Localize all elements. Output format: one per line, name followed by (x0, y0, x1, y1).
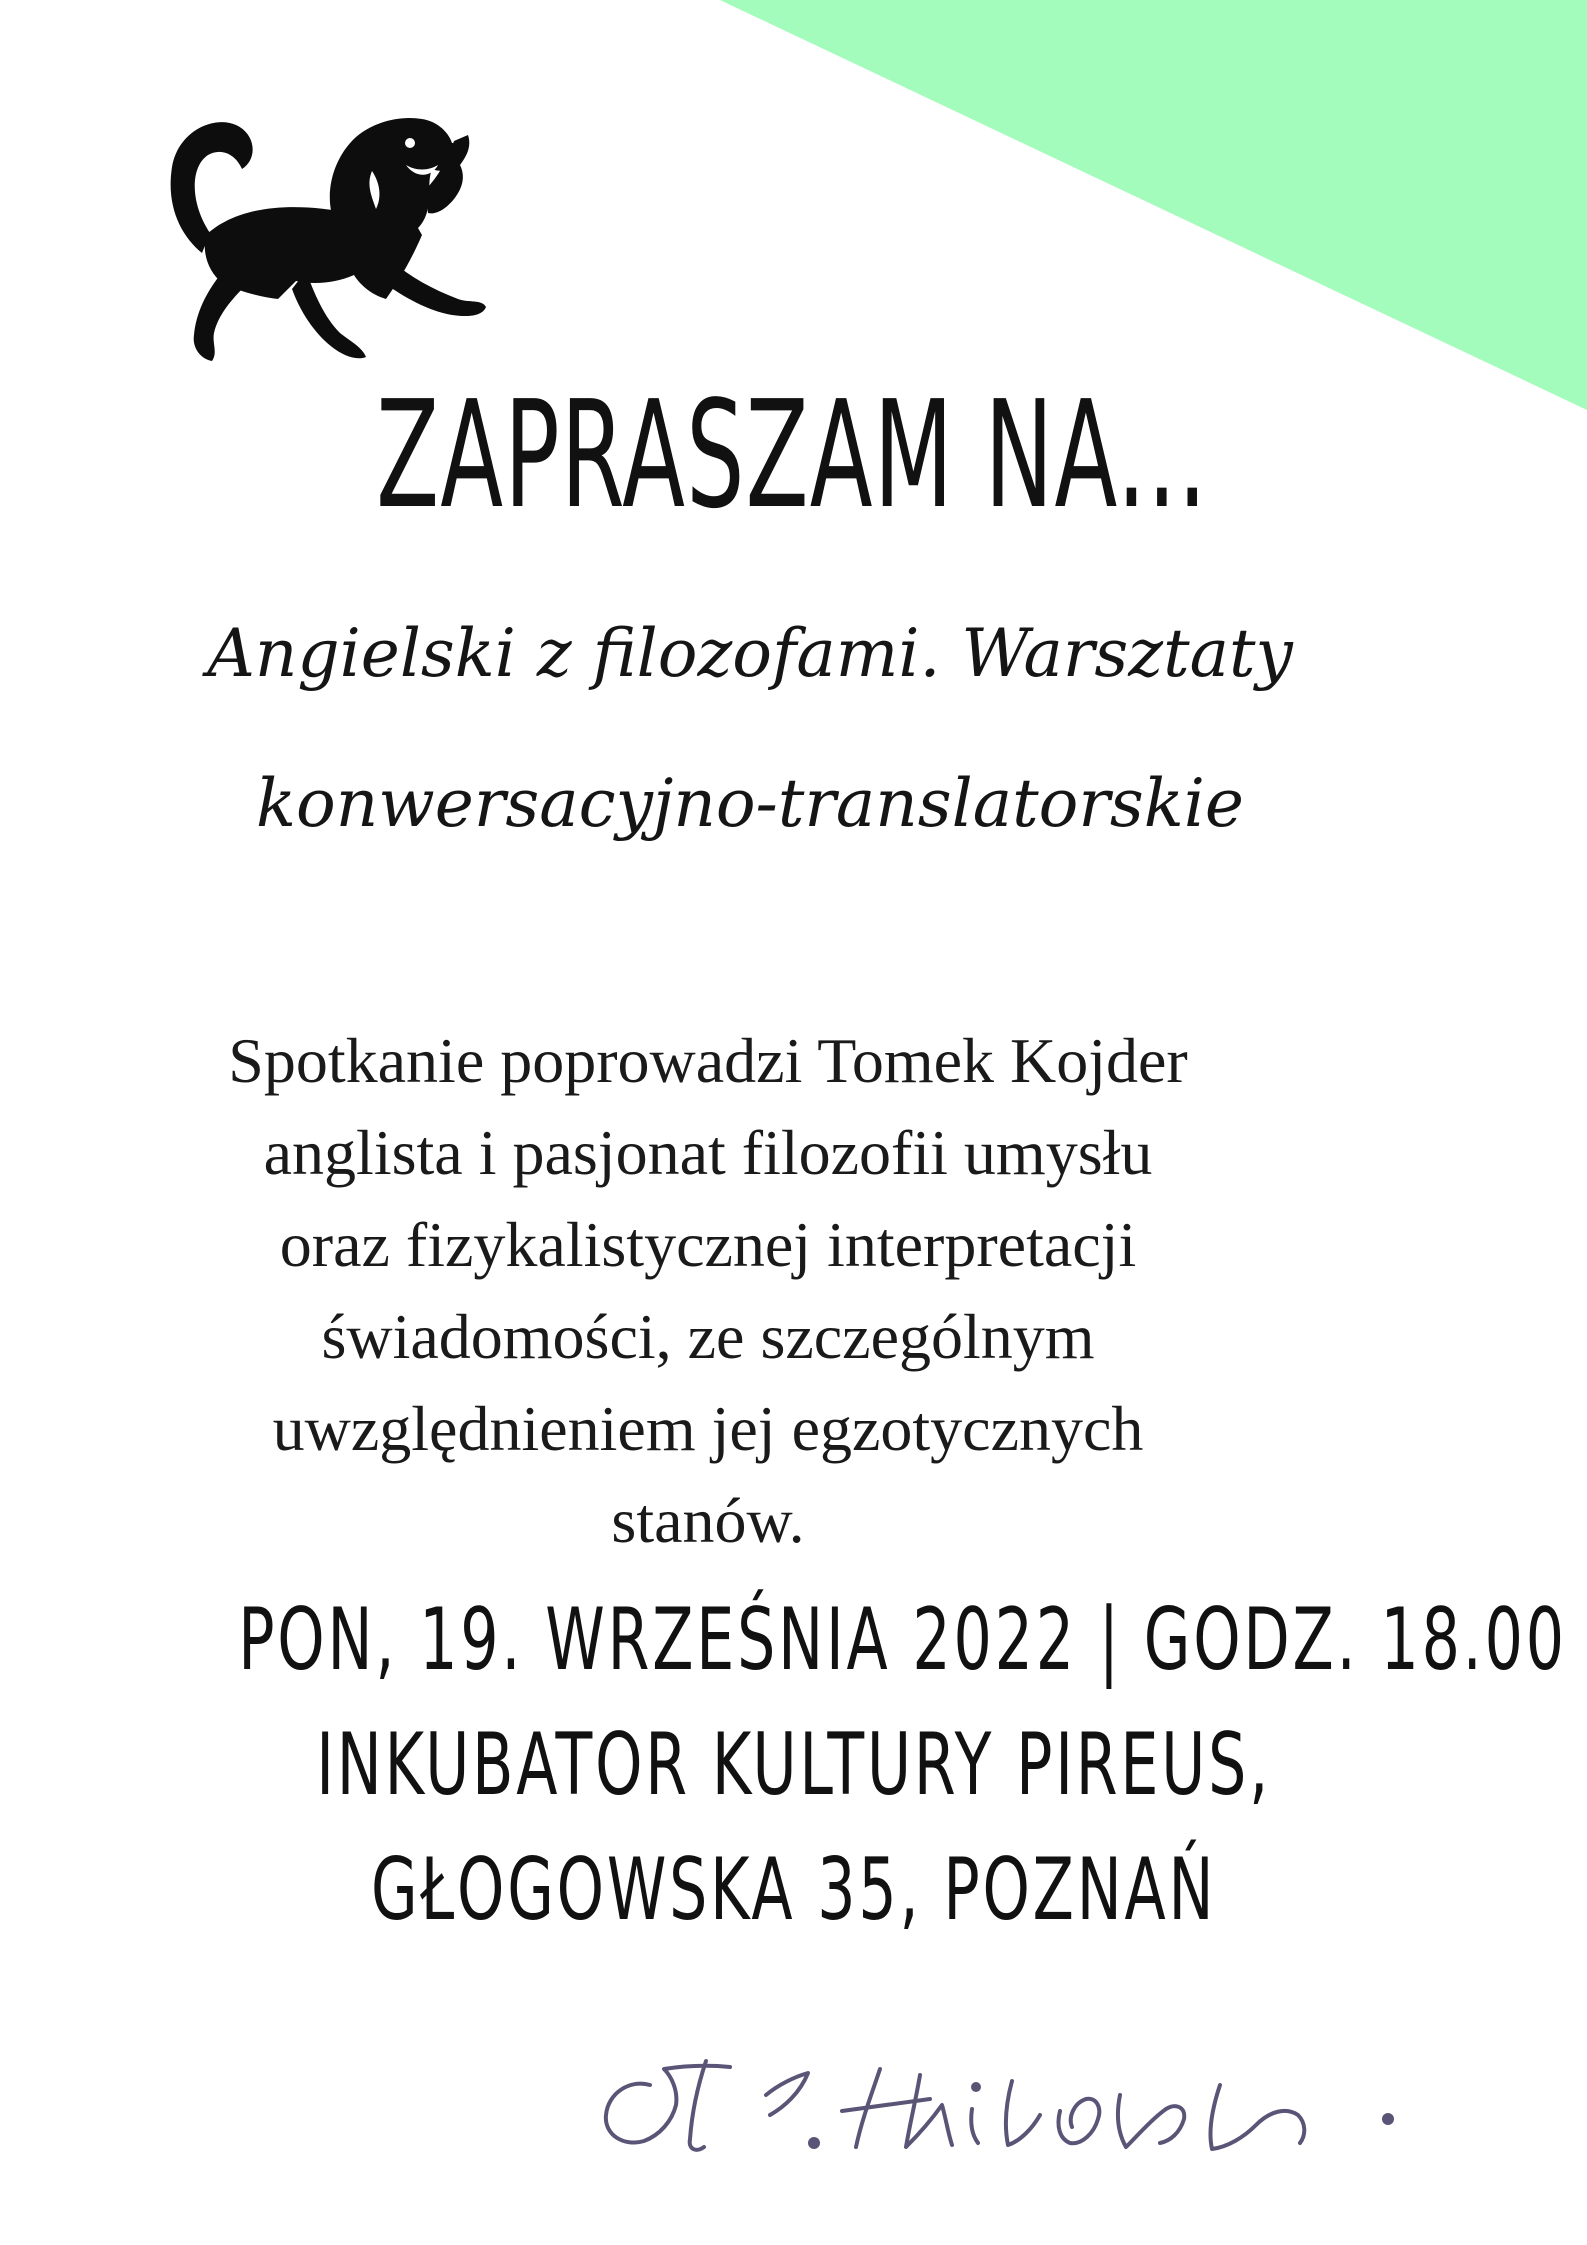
workshop-title-line: Angielski z filozofami. Warsztaty (207, 615, 1293, 692)
event-venue: INKUBATOR KULTURY PIREUS, (316, 1715, 1272, 1815)
handwritten-signature (580, 2015, 1480, 2165)
page-title: ZAPRASZAM NA... (376, 369, 1209, 541)
description-line: Spotkanie poprowadzi Tomek Kojder (228, 1025, 1188, 1096)
description-line: anglista i pasjonat filozofii umysłu (263, 1117, 1153, 1188)
workshop-title-line: konwersacyjno-translatorskie (256, 765, 1244, 842)
black-lion-icon (110, 85, 490, 375)
description-line: świadomości, ze szczególnym (321, 1301, 1095, 1372)
description-line: uwzględnieniem jej egzotycznych (272, 1393, 1144, 1464)
description-paragraph (93, 1015, 1323, 1567)
description-line: oraz fizykalistycznej interpretacji (279, 1209, 1137, 1280)
description-line: stanów. (611, 1485, 805, 1556)
event-address: GŁOGOWSKA 35, POZNAŃ (370, 1840, 1217, 1940)
event-date-time: PON, 19. WRZEŚNIA 2022 | GODZ. 18.00 (238, 1590, 1567, 1690)
